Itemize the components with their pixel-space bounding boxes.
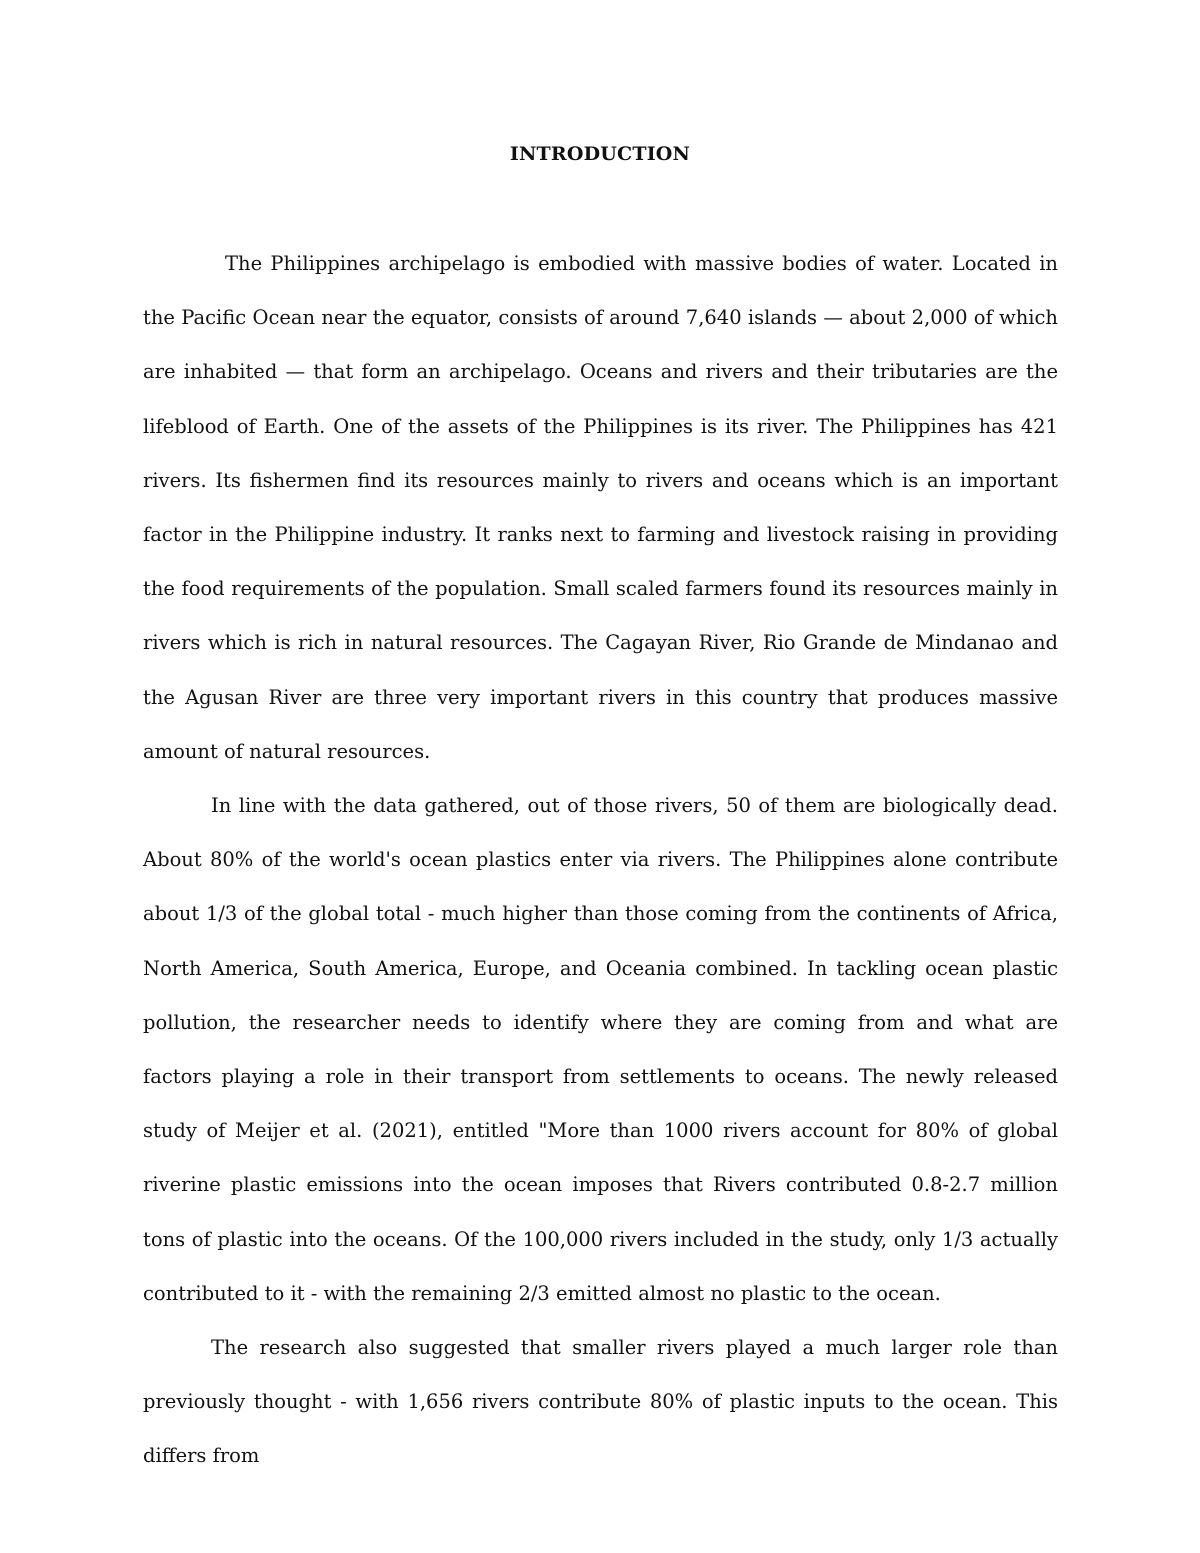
document-body bbox=[143, 237, 1058, 1484]
paragraph-3: The research also suggested that smaller rivers played a much larger role than previously thought - with 1,656 rivers contribute 80% of plastic inputs to the ocean. This differs from bbox=[143, 1336, 1058, 1468]
paragraph-2: In line with the data gathered, out of those rivers, 50 of them are biologically dead. About 80% of the world's ocean plastics enter via rivers. The Philippines alone contribute about 1/3 of the global total - much higher than those coming from the continents of Africa, North America, South America, Europe, and Oceania combined. In tackling ocean plastic pollution, the researcher needs to identify where they are coming from and what are factors playing a role in their transport from settlements to oceans. The newly released study of Meijer et al. (2021), entitled "More than 1000 rivers account for 80% of global riverine plastic emissions into the ocean imposes that Rivers contributed 0.8-2.7 million tons of plastic into the oceans. Of the 100,000 rivers included in the study, only 1/3 actually contributed to it - with the remaining 2/3 emitted almost no plastic to the ocean. bbox=[143, 794, 1058, 1305]
section-heading: INTRODUCTION bbox=[509, 143, 691, 165]
paragraph-1: The Philippines archipelago is embodied with massive bodies of water. Located in the Pacific Ocean near the equator, consists of around 7,640 islands — about 2,000 of which are inhabited — that form an archipelago. Oceans and rivers and their tributaries are the lifeblood of Earth. One of the assets of the Philippines is its river. The Philippines has 421 rivers. Its fishermen find its resources mainly to rivers and oceans which is an important factor in the Philippine industry. It ranks next to farming and livestock raising in providing the food requirements of the population. Small scaled farmers found its resources mainly in rivers which is rich in natural resources. The Cagayan River, Rio Grande de Mindanao and the Agusan River are three very important rivers in this country that produces massive amount of natural resources. bbox=[143, 252, 1058, 763]
